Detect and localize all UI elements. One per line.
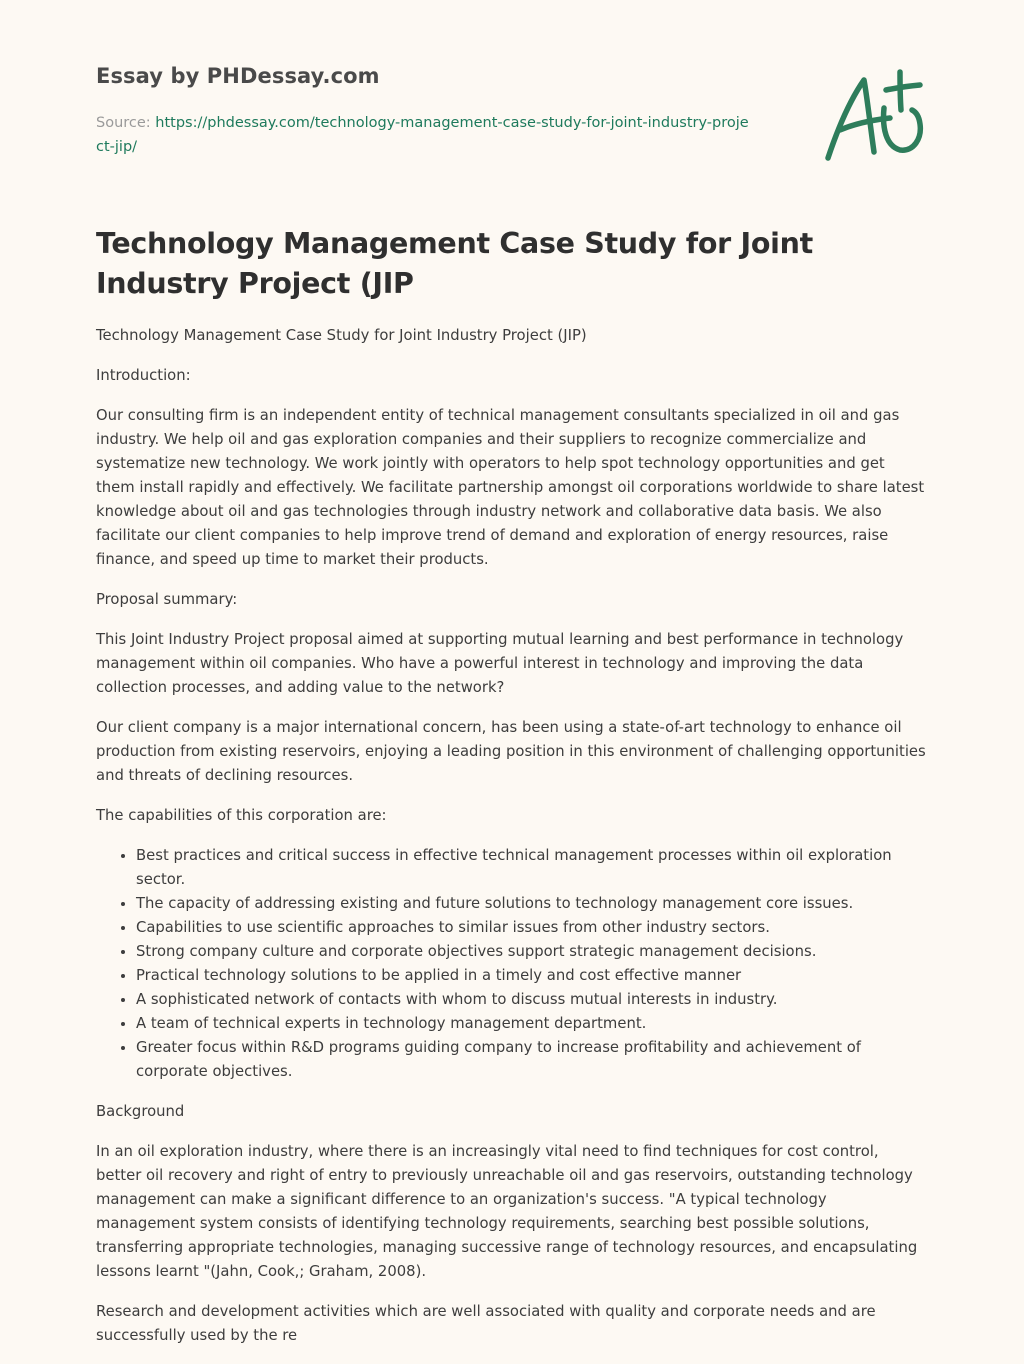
source-link[interactable]: https://phdessay.com/technology-management-case-study-for-joint-industry-project-jip/ bbox=[96, 115, 749, 155]
section-heading-capabilities: The capabilities of this corporation are: bbox=[96, 807, 387, 824]
section-heading-background: Background bbox=[96, 1103, 185, 1120]
a-plus-logo-icon bbox=[820, 66, 930, 166]
source-label: Source: bbox=[96, 115, 156, 131]
section-heading-proposal: Proposal summary: bbox=[96, 591, 238, 608]
logo-u-stroke bbox=[884, 108, 921, 150]
essay-subtitle: Technology Management Case Study for Joint Industry Project (JIP) bbox=[96, 327, 587, 344]
essay-body bbox=[96, 324, 928, 1364]
list-item: • A sophisticated network of contacts with whom to discuss mutual interests in industry. bbox=[136, 988, 928, 1012]
logo-plus-horizontal bbox=[886, 85, 920, 90]
capabilities-list bbox=[96, 844, 928, 1084]
list-item: • Strong company culture and corporate objectives support strategic management decisions. bbox=[136, 940, 928, 964]
list-item: • A team of technical experts in technology management department. bbox=[136, 1012, 928, 1036]
source-line bbox=[96, 111, 756, 159]
essay-title: Technology Management Case Study for Joint Industry Project (JIP bbox=[96, 227, 813, 300]
paragraph-introduction: Our consulting firm is an independent entity of technical management consultants specialized in oil and gas industry. We help oil and gas exploration companies and their suppliers to recognize commercialize and systematize new technology. We work jointly with operators to help spot technology opportunities and get them install rapidly and effectively. We facilitate partnership amongst oil corporations worldwide to share latest knowledge about oil and gas technologies through industry network and collaborative data basis. We also facilitate our client companies to help improve trend of demand and exploration of energy resources, raise finance, and speed up time to market their products. bbox=[96, 407, 925, 568]
list-item: • Capabilities to use scientific approaches to similar issues from other industry sectors. bbox=[136, 916, 928, 940]
list-item: • Best practices and critical success in effective technical management processes within oil exploration sector. bbox=[136, 844, 928, 892]
paragraph-background: In an oil exploration industry, where there is an increasingly vital need to find techniques for cost control, better oil recovery and right of entry to previously unreachable oil and gas reservoirs, outstanding technology management can make a significant difference to an organization's success. "A typical technology management system consists of identifying technology requirements, searching best possible solutions, transferring appropriate technologies, managing successive range of technology resources, and encapsulating lessons learnt "(Jahn, Cook,; Graham, 2008). bbox=[96, 1143, 918, 1280]
list-item: • The capacity of addressing existing and future solutions to technology management core issues. bbox=[136, 892, 928, 916]
section-heading-introduction: Introduction: bbox=[96, 367, 191, 384]
logo-plus-vertical bbox=[900, 72, 901, 110]
list-item: • Practical technology solutions to be applied in a timely and cost effective manner bbox=[136, 964, 928, 988]
paragraph-research: Research and development activities which are well associated with quality and corporate needs and are successfully used by the re bbox=[96, 1303, 876, 1344]
paragraph-proposal: This Joint Industry Project proposal aimed at supporting mutual learning and best performance in technology management within oil companies. Who have a powerful interest in technology and improving the data collection processes, and adding value to the network? bbox=[96, 631, 904, 696]
list-item: • Greater focus within R&D programs guiding company to increase profitability and achievement of corporate objectives. bbox=[136, 1036, 928, 1084]
paragraph-client: Our client company is a major international concern, has been using a state-of-art technology to enhance oil production from existing reservoirs, enjoying a leading position in this environment of challenging opportunities and threats of declining resources. bbox=[96, 719, 926, 784]
site-brand: Essay by PHDessay.com bbox=[96, 64, 380, 88]
